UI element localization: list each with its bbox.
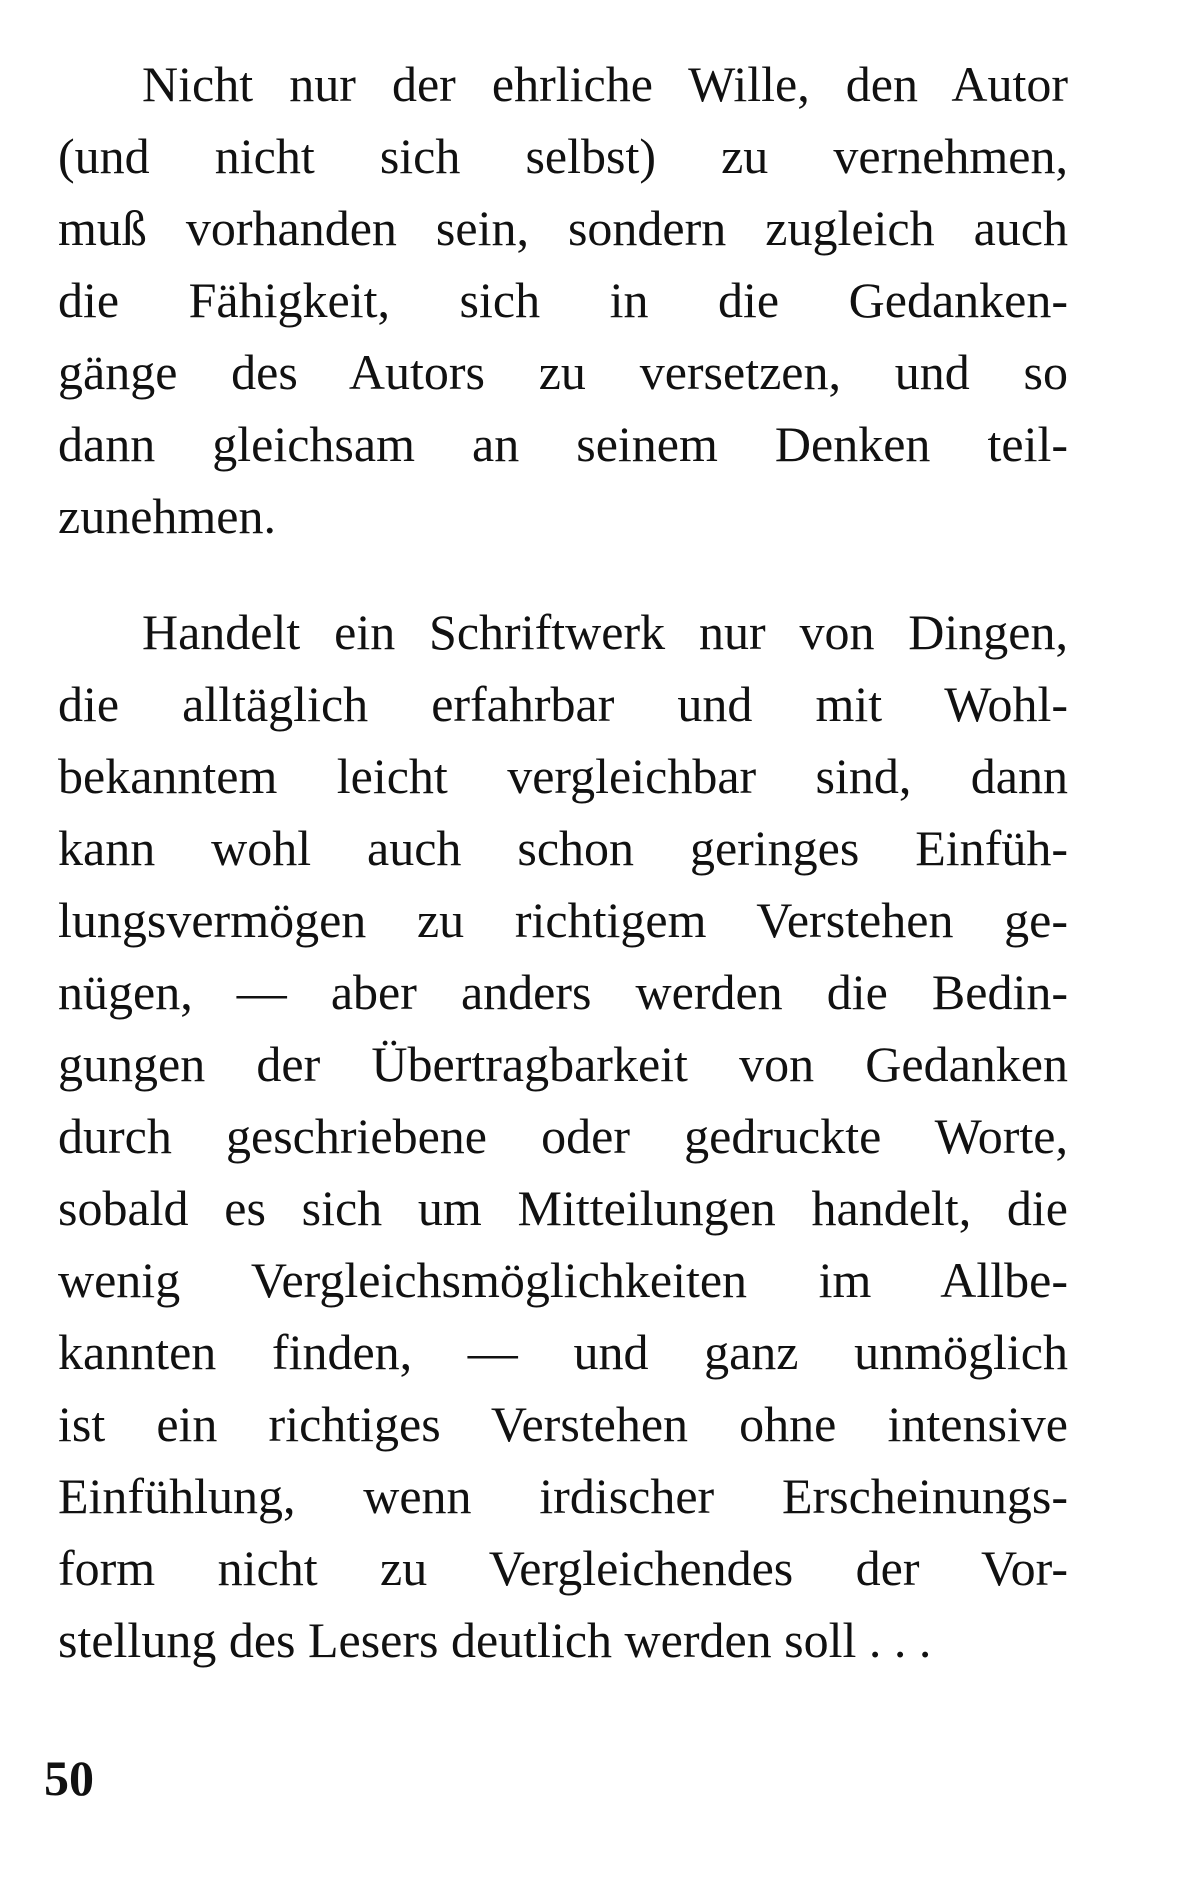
- text-line: nügen, — aber anders werden die Bedin-: [58, 964, 1068, 1020]
- text-line: form nicht zu Vergleichendes der Vor-: [58, 1540, 1068, 1596]
- text-line: muß vorhanden sein, sondern zugleich auch: [58, 200, 1068, 256]
- text-line: wenig Vergleichsmöglichkeiten im Allbe-: [58, 1252, 1068, 1308]
- text-line: stellung des Lesers deutlich werden soll . . .: [58, 1612, 932, 1668]
- paragraph-1: [58, 48, 1068, 552]
- text-line: Nicht nur der ehrliche Wille, den Autor: [142, 56, 1068, 112]
- text-line: die Fähigkeit, sich in die Gedanken-: [58, 272, 1068, 328]
- text-line: Einfühlung, wenn irdischer Erscheinungs-: [58, 1468, 1068, 1524]
- text-line: (und nicht sich selbst) zu vernehmen,: [58, 128, 1068, 184]
- text-line: durch geschriebene oder gedruckte Worte,: [58, 1108, 1068, 1164]
- text-line: lungsvermögen zu richtigem Verstehen ge-: [58, 892, 1068, 948]
- text-line: gänge des Autors zu versetzen, und so: [58, 344, 1068, 400]
- text-line: kannten finden, — und ganz unmöglich: [58, 1324, 1068, 1380]
- text-line: Handelt ein Schriftwerk nur von Dingen,: [142, 604, 1068, 660]
- text-line: bekanntem leicht vergleichbar sind, dann: [58, 748, 1068, 804]
- text-line: sobald es sich um Mitteilungen handelt, die: [58, 1180, 1068, 1236]
- text-line: gungen der Übertragbarkeit von Gedanken: [58, 1036, 1068, 1092]
- text-line: ist ein richtiges Verstehen ohne intensive: [58, 1396, 1068, 1452]
- paragraph-2: [58, 596, 1068, 1676]
- text-line: kann wohl auch schon geringes Einfüh-: [58, 820, 1068, 876]
- text-line: dann gleichsam an seinem Denken teil-: [58, 416, 1068, 472]
- page-number: 50: [44, 1750, 94, 1806]
- text-line: die alltäglich erfahrbar und mit Wohl-: [58, 676, 1068, 732]
- text-line: zunehmen.: [58, 488, 276, 544]
